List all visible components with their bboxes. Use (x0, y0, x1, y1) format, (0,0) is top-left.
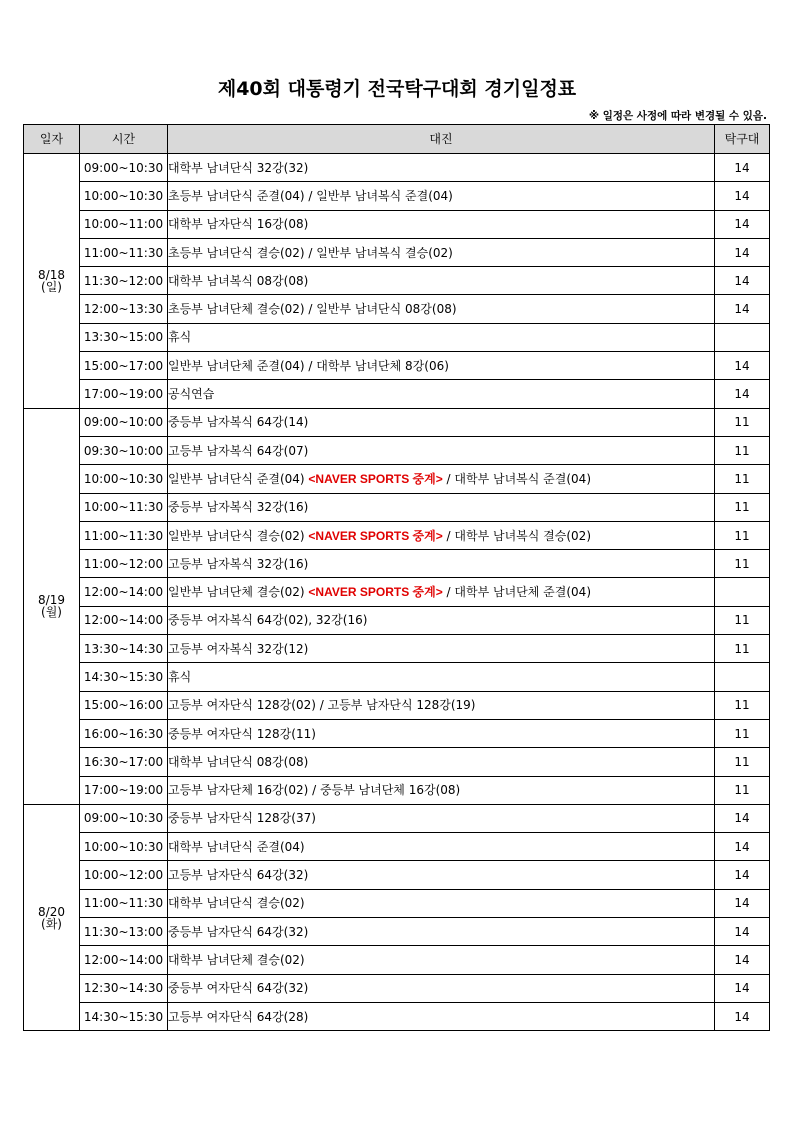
time-cell: 11:30~13:00 (80, 918, 168, 946)
table-count-cell: 11 (715, 436, 770, 464)
time-cell: 09:00~10:30 (80, 154, 168, 182)
table-count-cell: 11 (715, 408, 770, 436)
day-weekday: (일) (41, 279, 62, 294)
table-count-cell: 11 (715, 550, 770, 578)
schedule-note: ※ 일정은 사정에 따라 변경될 수 있음. (588, 110, 767, 122)
match-text: 대학부 남녀단체 결승(02) (168, 952, 305, 967)
table-row (24, 154, 770, 182)
match-cell (168, 352, 715, 380)
table-row (24, 295, 770, 323)
table-count-cell: 14 (715, 974, 770, 1002)
match-text: 중등부 여자복식 64강(02), 32강(16) (168, 613, 368, 628)
table-count-cell: 11 (715, 719, 770, 747)
match-text: 대학부 남녀단식 준결(04) (168, 839, 305, 854)
match-text: 고등부 남자단식 64강(32) (168, 868, 309, 883)
header-tables: 탁구대 (715, 125, 770, 154)
broadcast-highlight: <NAVER SPORTS 중계> (308, 528, 443, 543)
table-count-cell: 14 (715, 210, 770, 238)
table-row (24, 833, 770, 861)
time-cell: 11:00~12:00 (80, 550, 168, 578)
match-text: / 대학부 남녀복식 결승(02) (442, 528, 591, 543)
match-text: 일반부 남녀단체 결승(02) (168, 585, 309, 600)
header-match: 대진 (168, 125, 715, 154)
time-cell: 10:00~12:00 (80, 861, 168, 889)
table-row (24, 465, 770, 493)
table-row (24, 380, 770, 408)
table-row (24, 804, 770, 832)
table-count-cell: 14 (715, 946, 770, 974)
time-cell: 15:00~16:00 (80, 691, 168, 719)
page-title: 제40회 대통령기 전국탁구대회 경기일정표 (217, 78, 577, 100)
match-text: 고등부 남자단체 16강(02) / 중등부 남녀단체 16강(08) (168, 783, 461, 798)
match-text: 일반부 남녀단식 결승(02) (168, 528, 309, 543)
match-cell (168, 154, 715, 182)
match-text: 초등부 남녀단식 준결(04) / 일반부 남녀복식 준결(04) (168, 188, 453, 203)
table-row (24, 352, 770, 380)
match-text: 휴식 (168, 669, 192, 684)
match-cell (168, 663, 715, 691)
broadcast-highlight: <NAVER SPORTS 중계> (308, 471, 443, 486)
day-weekday: (화) (41, 916, 62, 931)
table-count-cell (715, 663, 770, 691)
time-cell: 10:00~11:30 (80, 493, 168, 521)
match-text: 대학부 남녀단식 결승(02) (168, 896, 305, 911)
match-cell (168, 493, 715, 521)
table-count-cell: 14 (715, 182, 770, 210)
match-cell (168, 267, 715, 295)
match-cell (168, 521, 715, 549)
table-count-cell: 14 (715, 238, 770, 266)
match-text: 대학부 남녀복식 08강(08) (168, 273, 309, 288)
table-count-cell: 14 (715, 918, 770, 946)
header-time: 시간 (80, 125, 168, 154)
table-count-cell: 11 (715, 691, 770, 719)
time-cell: 11:00~11:30 (80, 521, 168, 549)
match-text: 초등부 남녀단식 결승(02) / 일반부 남녀복식 결승(02) (168, 245, 453, 260)
match-cell (168, 804, 715, 832)
broadcast-highlight: <NAVER SPORTS 중계> (308, 585, 443, 600)
time-cell: 12:00~14:00 (80, 578, 168, 606)
table-row (24, 635, 770, 663)
match-cell (168, 691, 715, 719)
match-text: 중등부 여자단식 128강(11) (168, 726, 316, 741)
match-cell (168, 210, 715, 238)
table-row (24, 267, 770, 295)
day-date: 8/19 (38, 593, 65, 608)
table-count-cell: 14 (715, 804, 770, 832)
time-cell: 09:30~10:00 (80, 436, 168, 464)
time-cell: 09:00~10:00 (80, 408, 168, 436)
match-cell (168, 295, 715, 323)
table-count-cell: 11 (715, 465, 770, 493)
match-cell (168, 550, 715, 578)
time-cell: 16:30~17:00 (80, 748, 168, 776)
table-row (24, 918, 770, 946)
table-row (24, 578, 770, 606)
match-cell (168, 833, 715, 861)
match-text: 대학부 남녀단식 32강(32) (168, 160, 309, 175)
time-cell: 15:00~17:00 (80, 352, 168, 380)
match-cell (168, 889, 715, 917)
table-row (24, 210, 770, 238)
time-cell: 11:00~11:30 (80, 238, 168, 266)
match-cell (168, 182, 715, 210)
match-cell (168, 946, 715, 974)
table-count-cell: 14 (715, 267, 770, 295)
time-cell: 14:30~15:30 (80, 663, 168, 691)
day-date-cell (24, 154, 80, 409)
table-row (24, 606, 770, 634)
table-count-cell: 11 (715, 776, 770, 804)
table-row (24, 889, 770, 917)
time-cell: 17:00~19:00 (80, 380, 168, 408)
table-row (24, 323, 770, 351)
table-row (24, 663, 770, 691)
match-cell (168, 408, 715, 436)
table-row (24, 493, 770, 521)
match-cell (168, 606, 715, 634)
table-row (24, 408, 770, 436)
time-cell: 12:00~14:00 (80, 606, 168, 634)
table-row (24, 748, 770, 776)
match-cell (168, 719, 715, 747)
day-date-cell (24, 804, 80, 1030)
time-cell: 10:00~10:30 (80, 465, 168, 493)
table-count-cell: 11 (715, 606, 770, 634)
table-row (24, 436, 770, 464)
schedule-table (23, 124, 770, 1031)
match-cell (168, 974, 715, 1002)
match-text: 일반부 남녀단식 준결(04) (168, 471, 309, 486)
match-cell (168, 436, 715, 464)
time-cell: 12:00~14:00 (80, 946, 168, 974)
match-text: 일반부 남녀단체 준결(04) / 대학부 남녀단체 8강(06) (168, 358, 449, 373)
table-row (24, 974, 770, 1002)
match-text: 중등부 남자단식 64강(32) (168, 924, 309, 939)
match-cell (168, 578, 715, 606)
match-cell (168, 380, 715, 408)
day-group (24, 154, 770, 409)
time-cell: 11:30~12:00 (80, 267, 168, 295)
day-weekday: (월) (41, 605, 62, 620)
match-cell (168, 918, 715, 946)
table-count-cell: 14 (715, 889, 770, 917)
time-cell: 17:00~19:00 (80, 776, 168, 804)
time-cell: 09:00~10:30 (80, 804, 168, 832)
match-cell (168, 238, 715, 266)
table-row (24, 719, 770, 747)
table-count-cell: 14 (715, 1002, 770, 1030)
time-cell: 10:00~10:30 (80, 833, 168, 861)
match-text: 고등부 여자복식 32강(12) (168, 641, 309, 656)
match-cell (168, 748, 715, 776)
table-count-cell: 14 (715, 352, 770, 380)
table-count-cell: 11 (715, 635, 770, 663)
day-date: 8/20 (38, 904, 65, 919)
match-text: 중등부 남자단식 128강(37) (168, 811, 316, 826)
table-count-cell: 14 (715, 154, 770, 182)
match-text: 공식연습 (168, 387, 215, 402)
match-text: 고등부 남자복식 32강(16) (168, 556, 309, 571)
match-cell (168, 1002, 715, 1030)
time-cell: 10:00~10:30 (80, 182, 168, 210)
header-date: 일자 (24, 125, 80, 154)
match-text: 대학부 남녀단식 08강(08) (168, 754, 309, 769)
time-cell: 16:00~16:30 (80, 719, 168, 747)
day-group (24, 804, 770, 1030)
match-text: 중등부 남자복식 64강(14) (168, 415, 309, 430)
day-group (24, 408, 770, 804)
time-cell: 10:00~11:00 (80, 210, 168, 238)
table-count-cell: 11 (715, 748, 770, 776)
day-date: 8/18 (38, 267, 65, 282)
table-row (24, 1002, 770, 1030)
time-cell: 13:30~14:30 (80, 635, 168, 663)
match-text: 중등부 여자단식 64강(32) (168, 981, 309, 996)
time-cell: 14:30~15:30 (80, 1002, 168, 1030)
match-text: 고등부 남자복식 64강(07) (168, 443, 309, 458)
table-count-cell: 14 (715, 380, 770, 408)
table-row (24, 861, 770, 889)
time-cell: 13:30~15:00 (80, 323, 168, 351)
table-count-cell: 14 (715, 295, 770, 323)
match-cell (168, 635, 715, 663)
table-row (24, 550, 770, 578)
table-row (24, 946, 770, 974)
table-count-cell (715, 323, 770, 351)
table-row (24, 182, 770, 210)
table-row (24, 776, 770, 804)
match-text: / 대학부 남녀복식 준결(04) (442, 471, 591, 486)
match-text: 휴식 (168, 330, 192, 345)
match-cell (168, 776, 715, 804)
table-row (24, 521, 770, 549)
table-row (24, 691, 770, 719)
match-cell (168, 861, 715, 889)
table-count-cell: 11 (715, 521, 770, 549)
table-header (24, 125, 770, 154)
day-date-cell (24, 408, 80, 804)
table-count-cell: 11 (715, 493, 770, 521)
table-count-cell: 14 (715, 861, 770, 889)
time-cell: 12:30~14:30 (80, 974, 168, 1002)
match-text: 고등부 여자단식 64강(28) (168, 1009, 309, 1024)
table-count-cell: 14 (715, 833, 770, 861)
match-text: 대학부 남자단식 16강(08) (168, 217, 309, 232)
table-row (24, 238, 770, 266)
table-count-cell (715, 578, 770, 606)
time-cell: 12:00~13:30 (80, 295, 168, 323)
match-text: 초등부 남녀단체 결승(02) / 일반부 남녀단식 08강(08) (168, 302, 457, 317)
match-cell (168, 323, 715, 351)
time-cell: 11:00~11:30 (80, 889, 168, 917)
match-text: / 대학부 남녀단체 준결(04) (442, 585, 591, 600)
match-text: 고등부 여자단식 128강(02) / 고등부 남자단식 128강(19) (168, 698, 476, 713)
match-cell (168, 465, 715, 493)
match-text: 중등부 남자복식 32강(16) (168, 500, 309, 515)
